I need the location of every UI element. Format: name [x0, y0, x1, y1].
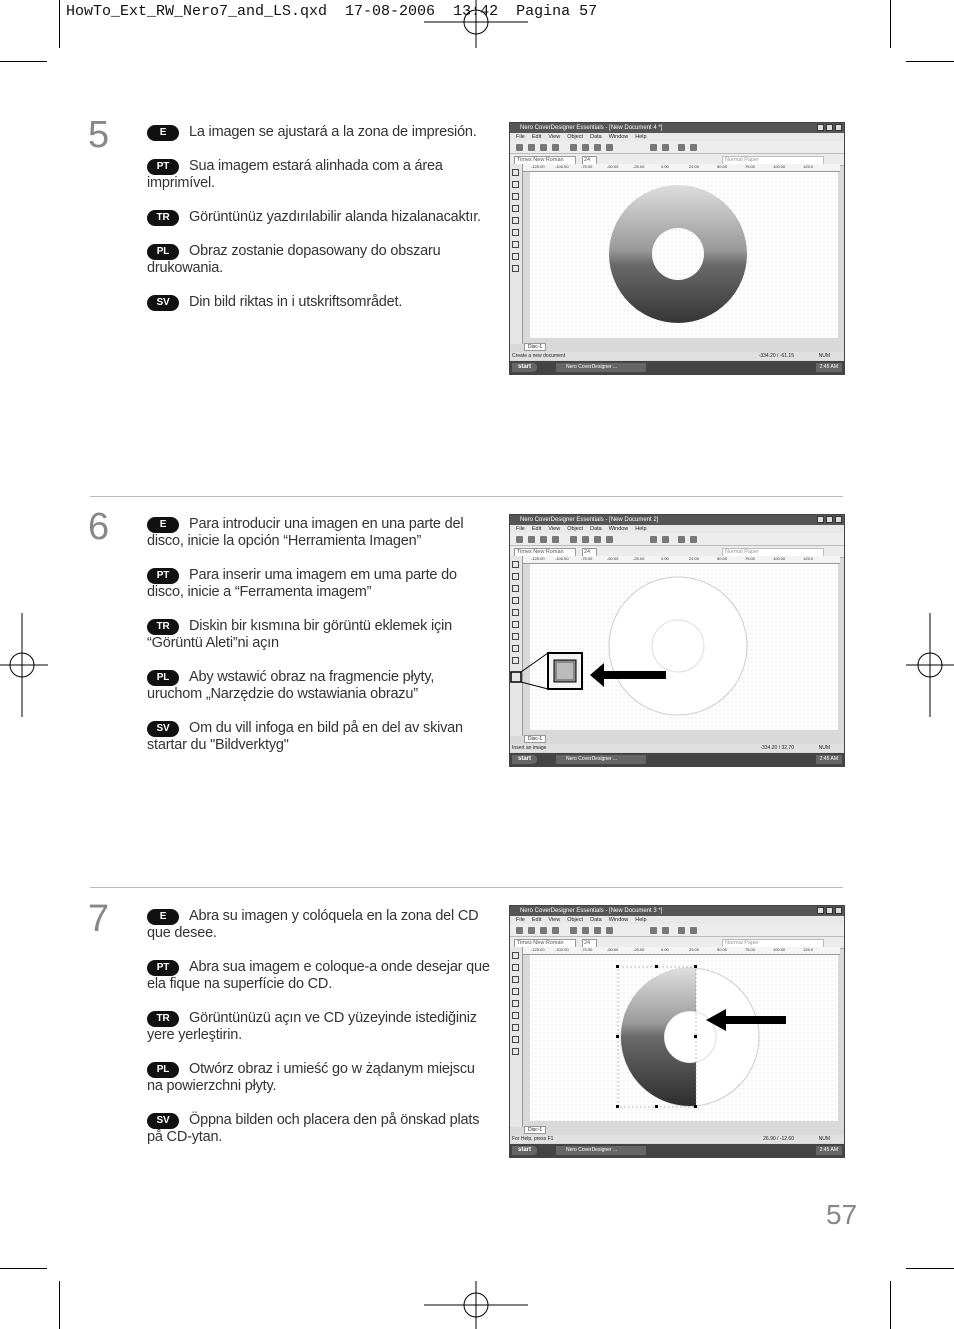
instruction-entry: [147, 959, 492, 993]
cd-disc-with-photo: [530, 172, 838, 338]
menu-help[interactable]: Help: [635, 134, 647, 140]
horizontal-ruler: -125.00 -100.00 -75.00 -50.00 -25.00 0.00 25.00 50.00 75.00 100.00 125.0: [523, 947, 840, 955]
app-screenshot: [509, 905, 845, 1158]
select-tool-icon[interactable]: [512, 952, 519, 959]
image-tool-icon[interactable]: [512, 1012, 519, 1019]
new-icon[interactable]: [516, 536, 523, 543]
info-icon[interactable]: [678, 536, 685, 543]
disc-tab[interactable]: Disc-1: [524, 343, 546, 351]
copy-icon[interactable]: [582, 144, 589, 151]
taskbar-app[interactable]: Nero CoverDesigner ...: [556, 363, 646, 372]
window-titlebar: [510, 906, 844, 916]
status-text: Create a new document: [512, 353, 566, 359]
page-number: 57: [826, 1199, 858, 1230]
main-toolbar: [510, 533, 844, 546]
instruction-text: Abra su imagen y colóquela en la zona del CD que desee.: [147, 908, 479, 941]
disc-tab[interactable]: Disc-1: [524, 1126, 546, 1134]
open-icon[interactable]: [528, 144, 535, 151]
font-size-select[interactable]: 24: [582, 156, 597, 165]
taskbar: [510, 361, 844, 374]
minimize-icon[interactable]: [817, 124, 824, 131]
language-badge: PL: [147, 1062, 179, 1078]
language-badge: E: [147, 125, 179, 141]
language-badge: SV: [147, 721, 179, 737]
paste-icon[interactable]: [594, 927, 601, 934]
instruction-text: Para introducir una imagen en una parte del disco, inicie la opción “Herramienta Imagen”: [147, 516, 464, 549]
line-tool-icon[interactable]: [512, 573, 519, 580]
instruction-text: Görüntünüzü açın ve CD yüzeyinde istediğiniz yere yerleştirin.: [147, 1010, 477, 1043]
instruction-text: Obraz zostanie dopasowany do obszaru drukowania.: [147, 243, 441, 276]
crop-mark: [59, 1281, 60, 1329]
instruction-text: Para inserir uma imagem em uma parte do disco, inicie a “Ferramenta imagem”: [147, 567, 457, 600]
instruction-text: Sua imagem estará alinhada com a área imprimível.: [147, 158, 443, 191]
instruction-text: Om du vill infoga en bild på en del av skivan startar du "Bildverktyg": [147, 720, 463, 753]
instruction-text: La imagen se ajustará a la zona de impresión.: [189, 124, 477, 140]
step-number: 7: [88, 898, 110, 940]
save-icon[interactable]: [540, 144, 547, 151]
step-instructions: [147, 516, 492, 771]
instruction-entry: [147, 908, 492, 942]
language-badge: SV: [147, 1113, 179, 1129]
clock: 2:45 AM: [816, 363, 842, 372]
status-text: For Help, press F1: [512, 1136, 554, 1142]
cut-icon[interactable]: [570, 927, 577, 934]
disc-tab[interactable]: Disc-1: [524, 735, 546, 743]
undo-icon[interactable]: [650, 536, 657, 543]
step-instructions: [147, 124, 492, 328]
print-icon[interactable]: [552, 536, 559, 543]
start-button[interactable]: start: [512, 1146, 537, 1155]
crop-mark: [0, 61, 47, 62]
menu-help[interactable]: Help: [635, 526, 647, 532]
instruction-text: Aby wstawić obraz na fragmencie płyty, uruchom „Narzędzie do wstawiania obrazu”: [147, 669, 435, 702]
print-icon[interactable]: [552, 144, 559, 151]
print-icon[interactable]: [552, 927, 559, 934]
crop-mark: [906, 1268, 954, 1269]
table-tool-icon[interactable]: [512, 1048, 519, 1055]
numlock-indicator: NUM: [818, 1136, 830, 1142]
numlock-indicator: NUM: [818, 353, 830, 359]
tools-sidebar: [510, 947, 523, 1127]
menu-window[interactable]: Window: [608, 917, 629, 923]
menu-window[interactable]: Window: [608, 134, 629, 140]
design-canvas[interactable]: [530, 172, 838, 338]
crop-mark: [0, 1268, 47, 1269]
select-tool-icon[interactable]: [512, 561, 519, 568]
language-badge: TR: [147, 1011, 179, 1027]
menu-edit[interactable]: Edit: [531, 526, 542, 532]
instruction-entry: [147, 1010, 492, 1044]
menu-data[interactable]: Data: [590, 526, 602, 532]
font-select[interactable]: Times New Roman: [514, 548, 576, 557]
undo-icon[interactable]: [650, 927, 657, 934]
menu-data[interactable]: Data: [590, 917, 602, 923]
menu-view[interactable]: View: [548, 134, 561, 140]
list-tool-icon[interactable]: [512, 633, 519, 640]
info-icon[interactable]: [678, 927, 685, 934]
image-tool-callout: [510, 645, 670, 693]
instruction-entry: [147, 209, 492, 226]
cut-icon[interactable]: [570, 536, 577, 543]
registration-mark-left: [0, 613, 48, 717]
ellipse-tool-icon[interactable]: [512, 597, 519, 604]
close-icon[interactable]: [835, 907, 842, 914]
window-title: Nero CoverDesigner Essentials - [New Document 3 *]: [520, 908, 663, 914]
instruction-entry: [147, 720, 492, 754]
menu-object[interactable]: Object: [567, 526, 584, 532]
menu-bar: [510, 133, 844, 141]
step-number: 5: [88, 114, 110, 156]
step-instructions: [147, 908, 492, 1163]
open-icon[interactable]: [528, 927, 535, 934]
language-badge: PT: [147, 960, 179, 976]
undo-icon[interactable]: [650, 144, 657, 151]
cd-with-placed-image: [530, 955, 838, 1121]
list-tool-icon[interactable]: [512, 1024, 519, 1031]
text-tool-icon[interactable]: [512, 217, 519, 224]
menu-bar: [510, 916, 844, 924]
zoom-icon[interactable]: [690, 144, 697, 151]
maximize-icon[interactable]: [826, 124, 833, 131]
instruction-entry: [147, 294, 492, 311]
close-icon[interactable]: [835, 516, 842, 523]
maximize-icon[interactable]: [826, 516, 833, 523]
instruction-entry: [147, 243, 492, 277]
taskbar-app[interactable]: Nero CoverDesigner ...: [556, 755, 646, 764]
cut-icon[interactable]: [570, 144, 577, 151]
menu-view[interactable]: View: [548, 917, 561, 923]
menu-view[interactable]: View: [548, 526, 561, 532]
copy-icon[interactable]: [582, 927, 589, 934]
paper-select[interactable]: Normal Paper: [722, 156, 824, 165]
window-title: Nero CoverDesigner Essentials - [New Document 2]: [520, 517, 659, 523]
close-icon[interactable]: [835, 124, 842, 131]
crop-mark: [890, 0, 891, 48]
redo-icon[interactable]: [662, 144, 669, 151]
window-titlebar: [510, 515, 844, 525]
copy-icon[interactable]: [582, 536, 589, 543]
line-tool-icon[interactable]: [512, 181, 519, 188]
maximize-icon[interactable]: [826, 907, 833, 914]
section-divider: [90, 887, 843, 888]
instruction-entry: [147, 158, 492, 192]
crop-mark: [890, 1281, 891, 1329]
instruction-entry: [147, 516, 492, 550]
design-canvas[interactable]: [530, 955, 838, 1121]
menu-help[interactable]: Help: [635, 917, 647, 923]
field-tool-icon[interactable]: [512, 253, 519, 260]
font-select[interactable]: Times New Roman: [514, 939, 576, 948]
menu-file[interactable]: File: [516, 526, 525, 532]
line-tool-icon[interactable]: [512, 964, 519, 971]
start-button[interactable]: start: [512, 363, 537, 372]
delete-icon[interactable]: [606, 536, 613, 543]
crop-mark: [59, 0, 60, 48]
menu-window[interactable]: Window: [608, 526, 629, 532]
paste-icon[interactable]: [594, 536, 601, 543]
new-icon[interactable]: [516, 144, 523, 151]
start-button[interactable]: start: [512, 755, 537, 764]
menu-object[interactable]: Object: [567, 134, 584, 140]
instruction-entry: [147, 1112, 492, 1146]
taskbar: [510, 753, 844, 766]
minimize-icon[interactable]: [817, 907, 824, 914]
font-select[interactable]: Times New Roman: [514, 156, 576, 165]
open-icon[interactable]: [528, 536, 535, 543]
instruction-text: Görüntünüz yazdırılabilir alanda hizalanacaktır.: [189, 209, 481, 225]
status-text: Insert an image: [512, 745, 547, 751]
delete-icon[interactable]: [606, 927, 613, 934]
main-toolbar: [510, 141, 844, 154]
horizontal-ruler: -125.00 -100.00 -75.00 -50.00 -25.00 0.00 25.00 50.00 75.00 100.00 125.0: [523, 164, 840, 172]
cursor-coordinates: -334.20 / 32.70: [760, 745, 794, 751]
save-icon[interactable]: [540, 536, 547, 543]
crop-mark: [906, 61, 954, 62]
font-size-select[interactable]: 24: [582, 548, 597, 557]
instruction-text: Öppna bilden och placera den på önskad plats på CD-ytan.: [147, 1112, 480, 1145]
status-bar: [510, 1135, 844, 1143]
tools-sidebar: [510, 164, 523, 344]
language-badge: TR: [147, 619, 179, 635]
rect-tool-icon[interactable]: [512, 193, 519, 200]
instruction-text: Abra sua imagem e coloque-a onde desejar que ela fique na superfície do CD.: [147, 959, 490, 992]
paper-select[interactable]: Normal Paper: [722, 548, 824, 557]
rect-tool-icon[interactable]: [512, 976, 519, 983]
instruction-text: Diskin bir kısmına bir görüntü eklemek için “Görüntü Aleti”ni açın: [147, 618, 452, 651]
language-badge: E: [147, 517, 179, 533]
save-icon[interactable]: [540, 927, 547, 934]
text-tool-icon[interactable]: [512, 609, 519, 616]
zoom-icon[interactable]: [690, 536, 697, 543]
font-size-select[interactable]: 24: [582, 939, 597, 948]
menu-object[interactable]: Object: [567, 917, 584, 923]
language-badge: PT: [147, 159, 179, 175]
menu-edit[interactable]: Edit: [531, 134, 542, 140]
info-icon[interactable]: [678, 144, 685, 151]
paste-icon[interactable]: [594, 144, 601, 151]
status-bar: [510, 352, 844, 360]
app-screenshot: [509, 122, 845, 375]
redo-icon[interactable]: [662, 927, 669, 934]
table-tool-icon[interactable]: [512, 265, 519, 272]
language-badge: PL: [147, 670, 179, 686]
registration-mark-bottom: [424, 1281, 528, 1329]
main-toolbar: [510, 924, 844, 937]
menu-bar: [510, 525, 844, 533]
ellipse-tool-icon[interactable]: [512, 988, 519, 995]
menu-file[interactable]: File: [516, 134, 525, 140]
step-number: 6: [88, 506, 110, 548]
print-slug: HowTo_Ext_RW_Nero7_and_LS.qxd 17-08-2006 13:42 Pagina 57: [66, 3, 598, 20]
taskbar: [510, 1144, 844, 1157]
section-divider: [90, 496, 843, 497]
image-tool-icon[interactable]: [512, 621, 519, 628]
minimize-icon[interactable]: [817, 516, 824, 523]
window-titlebar: [510, 123, 844, 133]
registration-mark-top: [424, 0, 528, 48]
instruction-entry: [147, 1061, 492, 1095]
paper-select[interactable]: Normal Paper: [722, 939, 824, 948]
list-tool-icon[interactable]: [512, 241, 519, 248]
field-tool-icon[interactable]: [512, 1036, 519, 1043]
horizontal-ruler: -125.00 -100.00 -75.00 -50.00 -25.00 0.00 25.00 50.00 75.00 100.00 125.0: [523, 556, 840, 564]
app-screenshot: [509, 514, 845, 767]
new-icon[interactable]: [516, 927, 523, 934]
cursor-coordinates: 26.90 / -12.60: [763, 1136, 794, 1142]
instruction-text: Otwórz obraz i umieść go w żądanym miejscu na powierzchni płyty.: [147, 1061, 475, 1094]
instruction-entry: [147, 669, 492, 703]
image-tool-icon[interactable]: [512, 229, 519, 236]
cursor-coordinates: -334.20 / -61.15: [758, 353, 794, 359]
registration-mark-right: [906, 613, 954, 717]
ellipse-tool-icon[interactable]: [512, 205, 519, 212]
instruction-text: Din bild riktas in i utskriftsområdet.: [189, 294, 403, 310]
clock: 2:45 AM: [816, 755, 842, 764]
taskbar-app[interactable]: Nero CoverDesigner ...: [556, 1146, 646, 1155]
instruction-entry: [147, 124, 492, 141]
language-badge: TR: [147, 210, 179, 226]
menu-data[interactable]: Data: [590, 134, 602, 140]
rect-tool-icon[interactable]: [512, 585, 519, 592]
redo-icon[interactable]: [662, 536, 669, 543]
language-badge: E: [147, 909, 179, 925]
numlock-indicator: NUM: [818, 745, 830, 751]
window-title: Nero CoverDesigner Essentials - [New Document 4 *]: [520, 125, 663, 131]
menu-edit[interactable]: Edit: [531, 917, 542, 923]
clock: 2:45 AM: [816, 1146, 842, 1155]
instruction-entry: [147, 618, 492, 652]
status-bar: [510, 744, 844, 752]
language-badge: SV: [147, 295, 179, 311]
text-tool-icon[interactable]: [512, 1000, 519, 1007]
select-tool-icon[interactable]: [512, 169, 519, 176]
instruction-entry: [147, 567, 492, 601]
delete-icon[interactable]: [606, 144, 613, 151]
zoom-icon[interactable]: [690, 927, 697, 934]
menu-file[interactable]: File: [516, 917, 525, 923]
language-badge: PL: [147, 244, 179, 260]
language-badge: PT: [147, 568, 179, 584]
